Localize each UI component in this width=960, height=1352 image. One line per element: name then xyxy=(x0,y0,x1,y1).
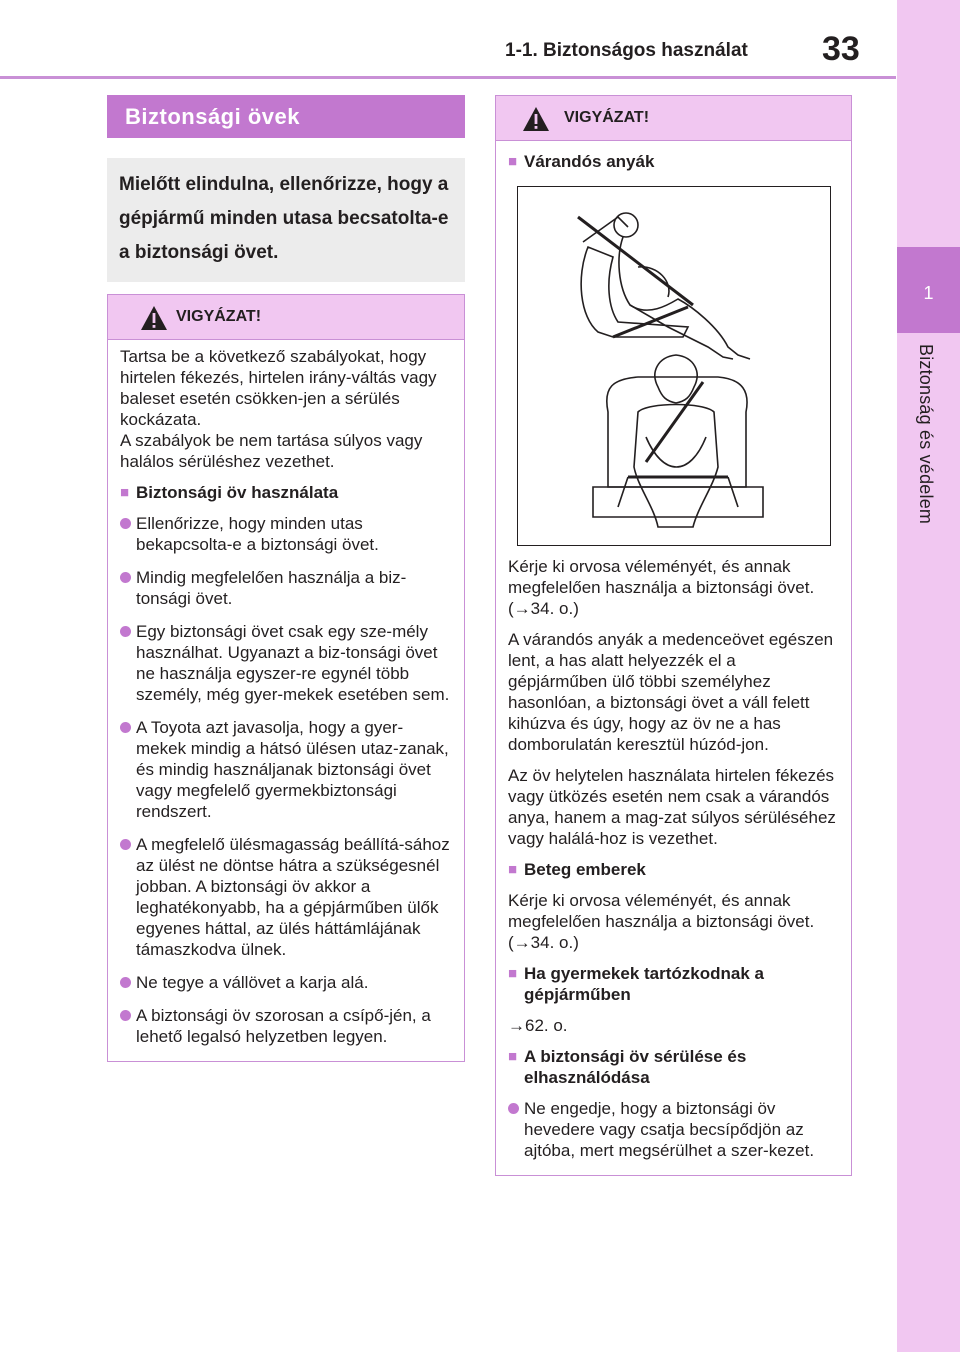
circle-bullet-icon xyxy=(120,626,131,637)
seatbelt-illustration xyxy=(517,186,831,546)
list-item-text: Ellenőrizze, hogy minden utas bekapcsolta-e a biztonsági övet. xyxy=(136,514,379,554)
page-number: 33 xyxy=(822,30,860,68)
page-reference: →62. o. xyxy=(508,1016,568,1035)
chapter-side-tab xyxy=(897,0,960,1352)
warning-header xyxy=(108,295,464,340)
warning-triangle-icon xyxy=(522,106,550,132)
warning-label: VIGYÁZAT! xyxy=(564,109,650,126)
chapter-number: 1 xyxy=(923,283,934,303)
right-column xyxy=(495,95,852,1176)
warning-label: VIGYÁZAT! xyxy=(176,308,262,325)
list-item-text: Ne tegye a vállövet a karja alá. xyxy=(136,973,369,992)
header-rule xyxy=(0,76,896,79)
list-item xyxy=(120,972,452,993)
list-item xyxy=(120,567,452,609)
warning-box xyxy=(495,95,852,1176)
warning-header xyxy=(496,96,851,141)
paragraph: A várandós anyák a medenceövet egészen lent, a has alatt helyezzék el a gépjárműben ülő többi személyhez hasonlóan, a biztonsági övet a váll felett kihúzva és úgy, hogy az öv ne a has domborulatán keresztül húzód-jon. xyxy=(508,630,834,754)
circle-bullet-icon xyxy=(120,977,131,988)
subheading-text: A biztonsági öv sérülése és elhasználódása xyxy=(524,1047,747,1087)
list-item-text: A megfelelő ülésmagasság beállítá-sához az ülést ne döntse hátra a szükségesnél jobban. A biztonsági öv akkor a leghatékonyabb, ha a gépjárműben ülők egyenes háttal, az ülés háttámlájának támaszkodva ülnek. xyxy=(136,835,450,959)
paragraph: Az öv helytelen használata hirtelen fékezés vagy ütközés esetén nem csak a várandós anya, hanem a mag-zat súlyos sérüléséhez vagy halálá-hoz is vezethet. xyxy=(508,766,836,848)
running-header: 1-1. Biztonságos használat xyxy=(505,40,748,61)
warning-body xyxy=(496,141,851,1175)
list-item xyxy=(120,513,452,555)
section-title: Biztonsági övek xyxy=(107,95,465,138)
subheading xyxy=(508,859,839,880)
subheading-text: Ha gyermekek tartózkodnak a gépjárműben xyxy=(524,964,764,1004)
warning-box xyxy=(107,294,465,1062)
warning-text: A szabályok be nem tartása súlyos vagy halálos sérüléshez vezethet. xyxy=(120,431,423,471)
square-bullet-icon: ■ xyxy=(508,965,518,982)
square-bullet-icon: ■ xyxy=(508,153,518,170)
circle-bullet-icon xyxy=(120,572,131,583)
list-item xyxy=(508,1098,839,1161)
list-item xyxy=(120,717,452,822)
chapter-title: Biztonság és védelem xyxy=(916,344,936,525)
square-bullet-icon: ■ xyxy=(508,861,518,878)
warning-triangle-icon xyxy=(140,305,168,331)
subheading-text: Várandós anyák xyxy=(524,152,655,171)
list-item xyxy=(120,834,452,960)
list-item-text: Egy biztonsági övet csak egy sze-mély használhat. Ugyanazt a biz-tonsági övet ne használja egyszer-re egynél több személy, még gyer-mekek esetében sem. xyxy=(136,622,450,704)
subheading xyxy=(508,151,839,172)
subheading-text: Biztonsági öv használata xyxy=(136,483,339,502)
circle-bullet-icon xyxy=(120,518,131,529)
subheading xyxy=(508,1046,839,1088)
list-item-text: Mindig megfelelően használja a biz-tonsági övet. xyxy=(136,568,407,608)
paragraph: Kérje ki orvosa véleményét, és annak megfelelően használja a biztonsági övet. (→34. o.) xyxy=(508,557,815,618)
intro-box: Mielőtt elindulna, ellenőrizze, hogy a gépjármű minden utasa becsatolta-e a biztonsági övet. xyxy=(107,158,465,282)
subheading-text: Beteg emberek xyxy=(524,860,646,879)
list-item-text: A Toyota azt javasolja, hogy a gyer-mekek mindig a hátsó ülésen utaz-zanak, és mindig használjanak biztonsági övet vagy megfelelő gyermekbiztonsági rendszert. xyxy=(136,718,449,821)
left-column xyxy=(107,95,465,1062)
list-item xyxy=(120,621,452,705)
pregnant-seatbelt-drawing xyxy=(518,187,830,545)
list-item-text: Ne engedje, hogy a biztonsági öv hevedere vagy csatja becsípődjön az ajtóba, mert megsérülhet a szer-kezet. xyxy=(524,1099,815,1160)
subheading xyxy=(120,482,452,503)
subheading xyxy=(508,963,839,1005)
circle-bullet-icon xyxy=(508,1103,519,1114)
circle-bullet-icon xyxy=(120,722,131,733)
list-item-text: A biztonsági öv szorosan a csípő-jén, a lehető legalsó helyzetben legyen. xyxy=(136,1006,431,1046)
list-item xyxy=(120,1005,452,1047)
paragraph: Kérje ki orvosa véleményét, és annak megfelelően használja a biztonsági övet. (→34. o.) xyxy=(508,891,815,952)
square-bullet-icon: ■ xyxy=(508,1048,518,1065)
warning-body xyxy=(108,340,464,1061)
circle-bullet-icon xyxy=(120,1010,131,1021)
circle-bullet-icon xyxy=(120,839,131,850)
warning-text: Tartsa be a következő szabályokat, hogy hirtelen fékezés, hirtelen irány-váltás vagy baleset esetén csökken-jen a sérülés kockázata. xyxy=(120,347,437,429)
square-bullet-icon: ■ xyxy=(120,484,130,501)
